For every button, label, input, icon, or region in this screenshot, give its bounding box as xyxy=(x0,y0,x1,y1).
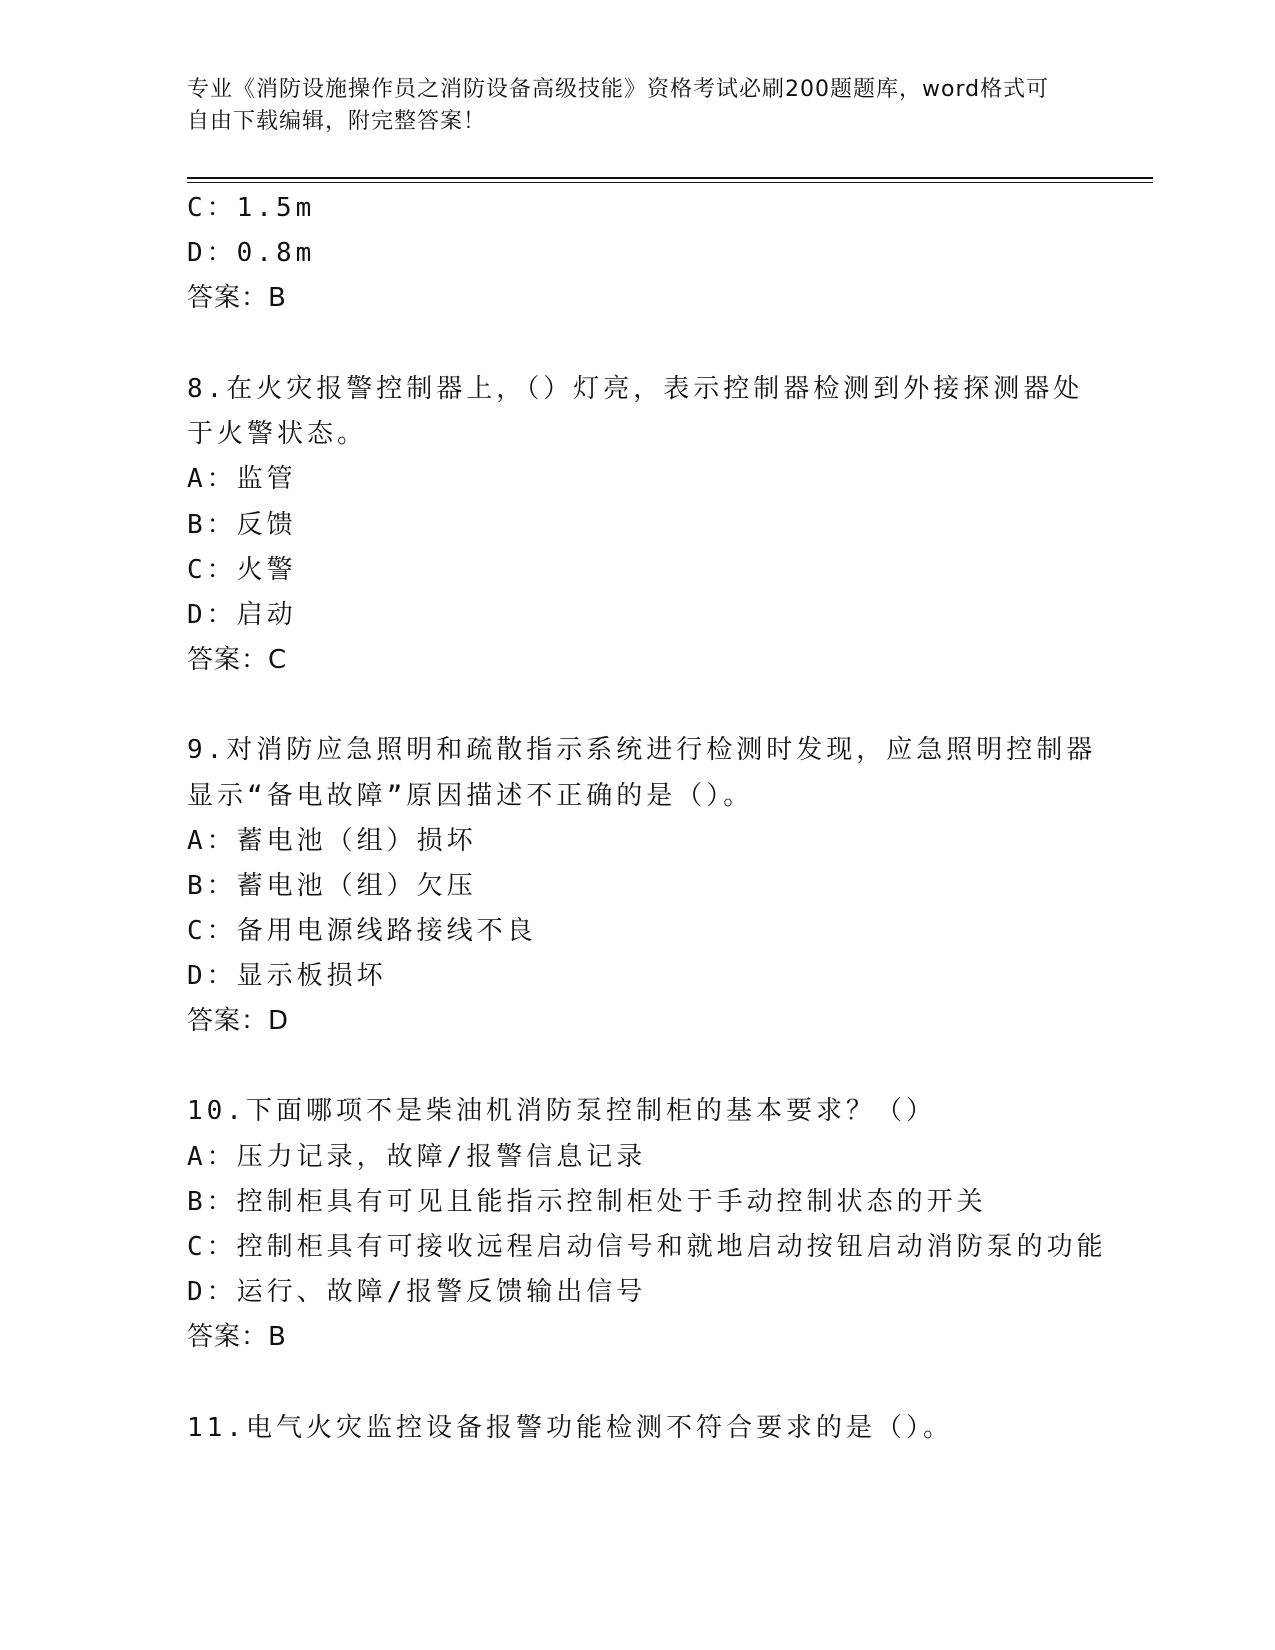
header-divider-thin xyxy=(187,182,1153,183)
question-10-line-1: 10.下面哪项不是柴油机消防泵控制柜的基本要求？（） xyxy=(187,1096,936,1126)
question-8-option-b: B：反馈 xyxy=(187,510,297,540)
question-10-option-b: B：控制柜具有可见且能指示控制柜处于手动控制状态的开关 xyxy=(187,1187,987,1217)
question-9-option-d: D：显示板损坏 xyxy=(187,961,387,991)
question-8-option-a: A：监管 xyxy=(187,464,297,494)
question-9-option-c: C：备用电源线路接线不良 xyxy=(187,916,537,946)
prev-answer: 答案：B xyxy=(187,283,287,313)
document-header: 专业《消防设施操作员之消防设备高级技能》资格考试必刷200题题库，word格式可自由下载编辑，附完整答案！ xyxy=(187,77,1050,134)
question-8-option-c: C：火警 xyxy=(187,555,297,585)
question-9-option-b: B：蓄电池（组）欠压 xyxy=(187,871,477,901)
question-11-line-1: 11.电气火灾监控设备报警功能检测不符合要求的是（）。 xyxy=(187,1413,953,1443)
question-8-line-2: 于火警状态。 xyxy=(187,419,368,449)
question-10-answer: 答案：B xyxy=(187,1322,287,1352)
prev-option-c: C：1.5m xyxy=(187,193,316,223)
question-8-line-1: 8.在火灾报警控制器上，（）灯亮，表示控制器检测到外接探测器处 xyxy=(187,374,1084,404)
question-8-option-d: D：启动 xyxy=(187,600,297,630)
question-10-option-a: A：压力记录，故障/报警信息记录 xyxy=(187,1142,647,1172)
question-9-line-1: 9.对消防应急照明和疏散指示系统进行检测时发现，应急照明控制器 xyxy=(187,735,1097,765)
header-divider-thick xyxy=(187,177,1153,179)
question-10-option-d: D：运行、故障/报警反馈输出信号 xyxy=(187,1277,647,1307)
question-10-option-c: C：控制柜具有可接收远程启动信号和就地启动按钮启动消防泵的功能 xyxy=(187,1232,1107,1262)
question-9-answer: 答案：D xyxy=(187,1006,290,1036)
prev-option-d: D：0.8m xyxy=(187,238,316,268)
question-9-line-2: 显示“备电故障”原因描述不正确的是（）。 xyxy=(187,781,754,811)
question-9-option-a: A：蓄电池（组）损坏 xyxy=(187,826,477,856)
question-8-answer: 答案：C xyxy=(187,645,288,675)
